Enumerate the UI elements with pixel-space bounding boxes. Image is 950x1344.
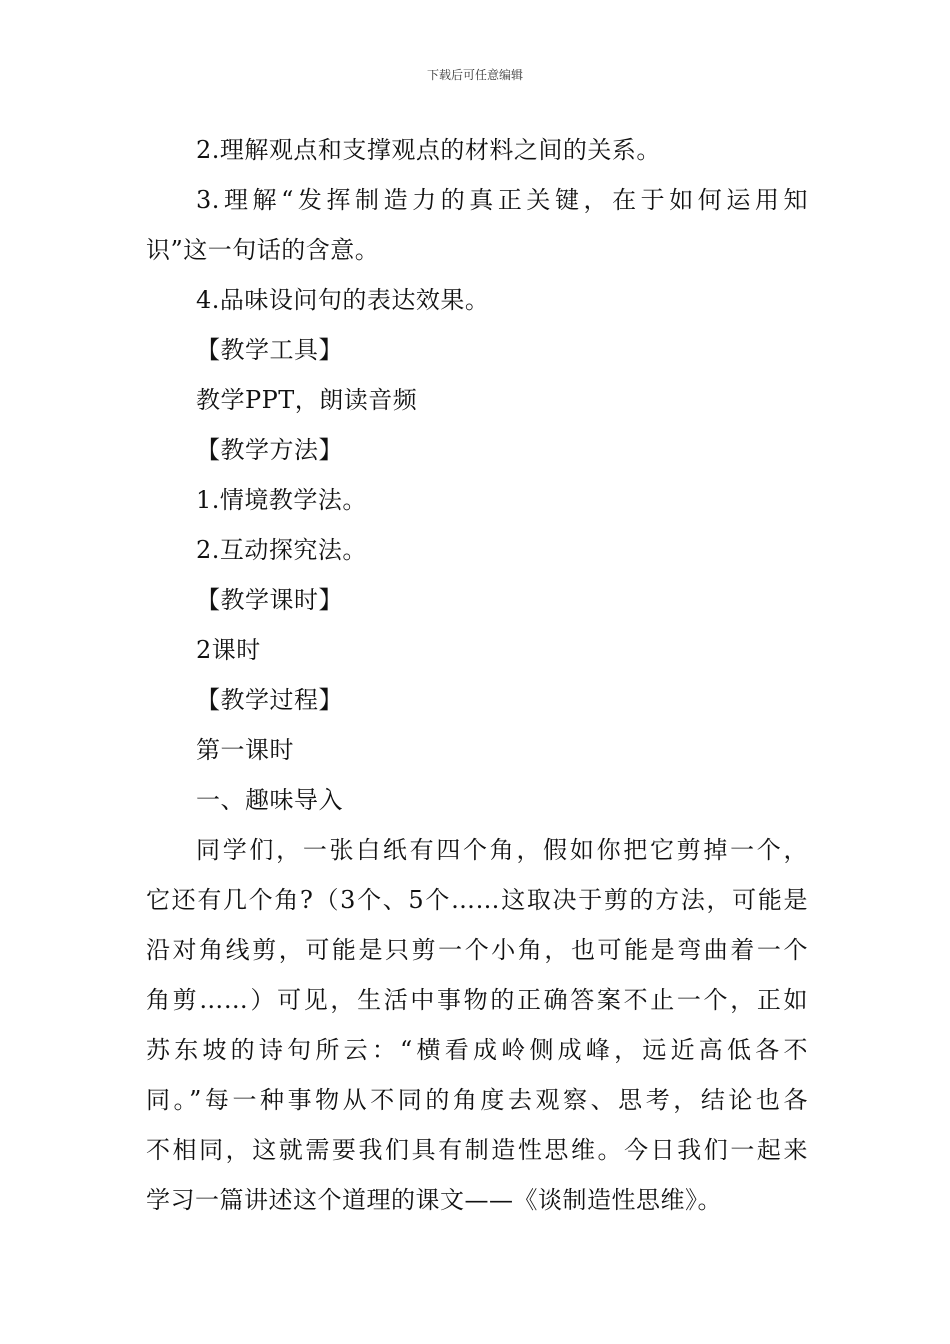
periods-content: 2课时	[196, 636, 261, 664]
section-heading-tools: 【教学工具】	[196, 336, 343, 364]
objective-3-line-1: 3.理解“发挥制造力的真正关键，在于如何运用知	[196, 186, 808, 214]
objective-3-line-2: 识”这一句话的含意。	[146, 236, 380, 264]
paragraph-line: 不相同，这就需要我们具有制造性思维。今日我们一起来	[146, 1136, 808, 1164]
tools-content: 教学PPT，朗读音频	[196, 386, 418, 414]
method-2: 2.互动探究法。	[196, 536, 367, 564]
objective-4: 4.品味设问句的表达效果。	[196, 286, 490, 314]
paragraph-line: 苏东坡的诗句所云：“横看成岭侧成峰，远近高低各不	[146, 1036, 808, 1064]
paragraph-line: 同学们，一张白纸有四个角，假如你把它剪掉一个，	[196, 836, 808, 864]
intro-heading: 一、趣味导入	[196, 786, 343, 814]
page-header-note: 下载后可任意编辑	[426, 68, 523, 82]
paragraph-line: 角剪……）可见，生活中事物的正确答案不止一个，正如	[146, 986, 808, 1014]
first-lesson-heading: 第一课时	[196, 736, 294, 764]
section-heading-process: 【教学过程】	[196, 686, 343, 714]
paragraph-line: 学习一篇讲述这个道理的课文——《谈制造性思维》。	[146, 1186, 722, 1214]
paragraph-line: 沿对角线剪，可能是只剪一个小角，也可能是弯曲着一个	[146, 936, 808, 964]
paragraph-line: 同。”每一种事物从不同的角度去观察、思考，结论也各	[146, 1086, 808, 1114]
section-heading-methods: 【教学方法】	[196, 436, 343, 464]
section-heading-periods: 【教学课时】	[196, 586, 343, 614]
objective-2: 2.理解观点和支撑观点的材料之间的关系。	[196, 136, 661, 164]
method-1: 1.情境教学法。	[196, 486, 367, 514]
paragraph-line: 它还有几个角?（3个、5个……这取决于剪的方法，可能是	[146, 886, 808, 914]
